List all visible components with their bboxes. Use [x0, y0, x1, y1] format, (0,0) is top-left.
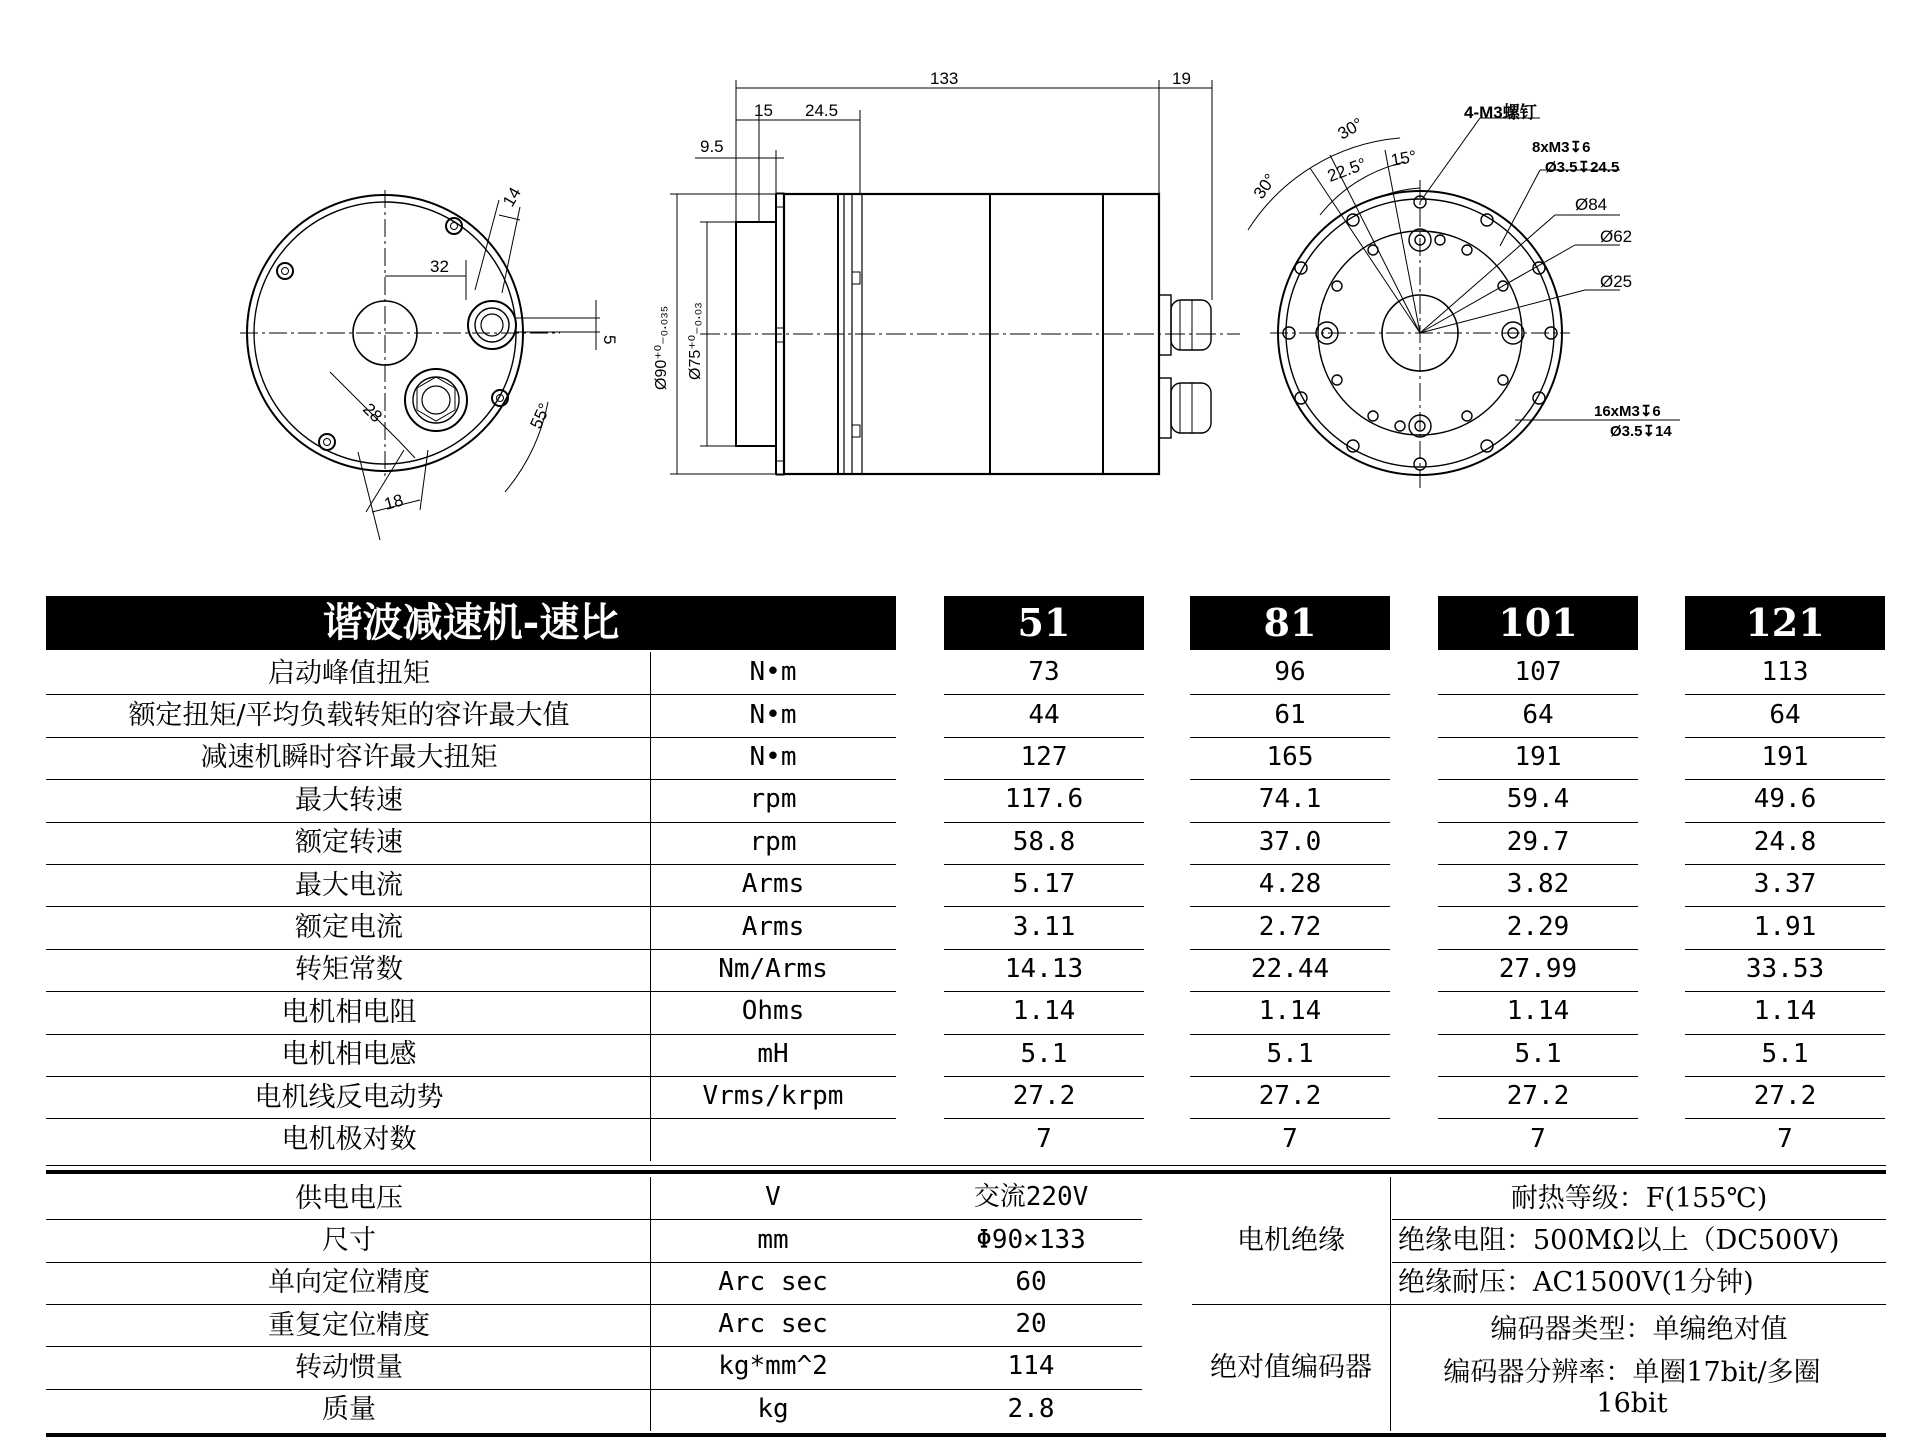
spec-label: 质量: [322, 1394, 376, 1426]
row-value: 1.14: [1506, 996, 1570, 1027]
row-value: 24.8: [1753, 826, 1817, 857]
spec-label: 单向定位精度: [268, 1267, 430, 1299]
row-label: 启动峰值扭矩: [268, 657, 430, 689]
ratio-header-81: 81: [1190, 596, 1390, 650]
row-value: 1.91: [1753, 911, 1817, 942]
row-value: 59.4: [1506, 784, 1570, 815]
row-value: 7: [1282, 1123, 1298, 1154]
row-unit: N•m: [749, 699, 797, 730]
row-value: 2.29: [1506, 911, 1570, 942]
row-value: 3.82: [1506, 869, 1570, 900]
row-value: 165: [1266, 742, 1314, 773]
spec-value: 114: [1007, 1351, 1055, 1382]
row-value: 44: [1028, 699, 1060, 730]
rule-line: [46, 1165, 1886, 1166]
row-value: 5.1: [1514, 1038, 1562, 1069]
rule-line: [46, 1170, 1886, 1174]
rear-dim-m3-screw: 4-M3螺钉: [1464, 103, 1537, 122]
row-value: 96: [1274, 657, 1306, 688]
row-unit: Ohms: [741, 996, 805, 1027]
row-label: 最大转速: [295, 784, 403, 816]
front-dim-18: 18: [382, 490, 406, 514]
spec-value: Φ90×133: [976, 1224, 1086, 1255]
row-value: 73: [1028, 657, 1060, 688]
row-unit: N•m: [749, 657, 797, 688]
row-value: 4.28: [1258, 869, 1322, 900]
row-unit: Arms: [741, 911, 805, 942]
rear-dim-dia3.5-14: Ø3.5↧14: [1610, 423, 1672, 440]
row-value: 64: [1769, 699, 1801, 730]
row-value: 3.11: [1012, 911, 1076, 942]
row-label: 电机极对数: [281, 1124, 417, 1156]
spec-label: 重复定位精度: [268, 1309, 430, 1341]
side-dim-24.5: 24.5: [805, 101, 839, 120]
ratio-header-121: 121: [1685, 596, 1885, 650]
front-dim-14: 14: [499, 184, 525, 210]
encoder-label: 绝对值编码器: [1210, 1351, 1372, 1383]
insulation-label: 电机绝缘: [1237, 1224, 1345, 1256]
row-value: 27.2: [1506, 1081, 1570, 1112]
row-value: 2.72: [1258, 911, 1322, 942]
ratio-header-101: 101: [1438, 596, 1638, 650]
row-value: 74.1: [1258, 784, 1322, 815]
row-value: 191: [1761, 742, 1809, 773]
rear-dim-dia84: Ø84: [1575, 195, 1608, 214]
rear-dim-22.5: 22.5°: [1324, 154, 1369, 186]
front-dim-28: 28: [359, 399, 386, 427]
row-unit: mH: [757, 1038, 789, 1069]
column-divider: [650, 652, 651, 1161]
rule-line: [46, 1433, 1886, 1437]
rear-dim-15: 15°: [1389, 146, 1419, 170]
row-value: 117.6: [1004, 784, 1084, 815]
row-value: 7: [1530, 1123, 1546, 1154]
spec-value: 60: [1015, 1266, 1047, 1297]
front-dim-5: 5: [600, 335, 619, 345]
rear-dim-dia62: Ø62: [1600, 227, 1633, 246]
row-value: 5.1: [1020, 1038, 1068, 1069]
rear-dim-30a: 30°: [1334, 114, 1367, 144]
side-dim-dia90: Ø90⁺⁰₋₀.₀₃₅: [653, 305, 670, 390]
rear-dim-dia3.5-24.5: Ø3.5↧24.5: [1545, 159, 1620, 176]
table-title: 谐波减速机-速比: [46, 596, 896, 650]
row-label: 额定转速: [295, 827, 403, 859]
row-value: 14.13: [1004, 954, 1084, 985]
rear-dim-16xm3: 16xM3↧6: [1594, 403, 1661, 420]
row-value: 37.0: [1258, 826, 1322, 857]
encoder-resolution: 编码器分辨率：单圈17bit/多圈16bit: [1443, 1357, 1821, 1420]
row-value: 5.1: [1761, 1038, 1809, 1069]
row-label: 额定电流: [295, 912, 403, 944]
spec-label: 尺寸: [322, 1224, 376, 1256]
row-value: 7: [1036, 1123, 1052, 1154]
spec-label: 供电电压: [295, 1182, 403, 1214]
insulation-spec: 耐热等级：F(155℃): [1510, 1182, 1768, 1214]
row-value: 127: [1020, 742, 1068, 773]
row-unit: [652, 1118, 894, 1160]
side-dim-19: 19: [1172, 69, 1191, 88]
spec-value: 20: [1015, 1309, 1047, 1340]
row-label: 减速机瞬时容许最大扭矩: [200, 742, 498, 774]
spec-value: 交流220V: [973, 1182, 1089, 1213]
row-value: 58.8: [1012, 826, 1076, 857]
row-label: 电机相电感: [281, 1039, 417, 1071]
side-dim-9.5: 9.5: [700, 137, 724, 156]
row-value: 27.99: [1498, 954, 1578, 985]
row-unit: Nm/Arms: [718, 954, 828, 985]
row-label: 电机相电阻: [281, 996, 417, 1028]
row-label: 电机线反电动势: [254, 1081, 444, 1113]
spec-unit: Arc sec: [718, 1309, 828, 1340]
spec-value: 2.8: [1007, 1393, 1055, 1424]
row-value: 29.7: [1506, 826, 1570, 857]
row-value: 1.14: [1012, 996, 1076, 1027]
row-label: 转矩常数: [295, 954, 403, 986]
side-dim-133: 133: [930, 69, 959, 88]
row-unit: N•m: [749, 742, 797, 773]
side-dim-15: 15: [754, 101, 773, 120]
row-value: 113: [1761, 657, 1809, 688]
row-unit: Vrms/krpm: [702, 1081, 844, 1112]
column-divider: [650, 1177, 651, 1431]
row-value: 64: [1522, 699, 1554, 730]
row-unit: Arms: [741, 869, 805, 900]
spec-unit: kg: [757, 1393, 789, 1424]
row-label: 额定扭矩/平均负载转矩的容许最大值: [128, 700, 570, 732]
row-value: 49.6: [1753, 784, 1817, 815]
row-label: 最大电流: [295, 869, 403, 901]
row-value: 1.14: [1753, 996, 1817, 1027]
rear-dim-dia25: Ø25: [1600, 272, 1633, 291]
spec-unit: V: [765, 1182, 781, 1213]
row-value: 5.1: [1266, 1038, 1314, 1069]
row-value: 191: [1514, 742, 1562, 773]
insulation-spec: 绝缘电阻：500MΩ以上（DC500V): [1398, 1224, 1840, 1256]
spec-unit: mm: [757, 1224, 789, 1255]
encoder-type: 编码器类型：单编绝对值: [1490, 1313, 1788, 1345]
row-value: 27.2: [1258, 1081, 1322, 1112]
rear-dim-8xm3: 8xM3↧6: [1532, 139, 1591, 156]
row-value: 7: [1777, 1123, 1793, 1154]
row-value: 27.2: [1753, 1081, 1817, 1112]
row-value: 1.14: [1258, 996, 1322, 1027]
spec-unit: Arc sec: [718, 1266, 828, 1297]
row-value: 33.53: [1745, 954, 1825, 985]
front-dim-32: 32: [430, 257, 449, 276]
rear-dim-30b: 30°: [1249, 170, 1281, 203]
spec-unit: kg*mm^2: [718, 1351, 828, 1382]
row-value: 5.17: [1012, 869, 1076, 900]
row-unit: rpm: [749, 826, 797, 857]
side-dim-dia75: Ø75⁺⁰₋₀.₀₃: [687, 302, 704, 380]
row-value: 3.37: [1753, 869, 1817, 900]
spec-label: 转动惯量: [295, 1351, 403, 1383]
row-value: 107: [1514, 657, 1562, 688]
row-unit: rpm: [749, 784, 797, 815]
row-value: 22.44: [1250, 954, 1330, 985]
insulation-spec: 绝缘耐压：AC1500V(1分钟): [1398, 1267, 1754, 1299]
row-value: 27.2: [1012, 1081, 1076, 1112]
ratio-header-51: 51: [944, 596, 1144, 650]
row-value: 61: [1274, 699, 1306, 730]
front-dim-55: 55°: [526, 400, 555, 432]
